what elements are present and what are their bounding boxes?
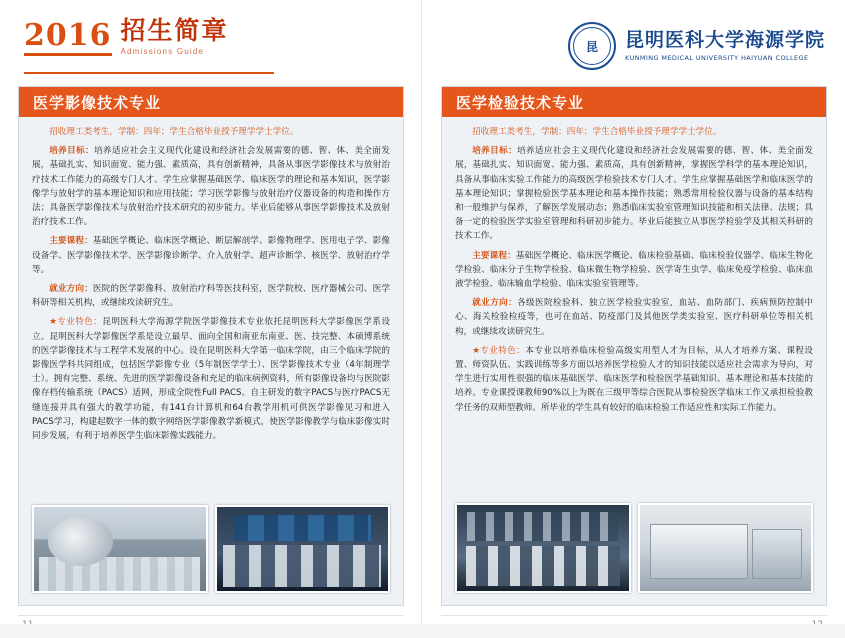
year-label: 2016 bbox=[24, 21, 112, 56]
enrollment-note: 招收理工类考生，学制：四年；学生合格毕业授予理学学士学位。 bbox=[49, 127, 299, 137]
major-title-bar bbox=[442, 87, 826, 117]
photo-row-left bbox=[32, 505, 390, 593]
course-paragraph bbox=[32, 234, 390, 277]
major-content bbox=[19, 117, 403, 443]
school-name-en: KUNMING MEDICAL UNIVERSITY HAIYUAN COLLEGE bbox=[624, 54, 809, 62]
brochure-header-left bbox=[24, 18, 264, 78]
feature-paragraph bbox=[32, 315, 390, 443]
feature-text: 本专业以培养临床检验高级实用型人才为目标，从人才培养方案、课程设置、师资队伍、实践训练等多方面以培养医学检验人才的知识技能以适应社会需求为导向，对学生进行实用性很强的临床基础医学、临床医学和检验医学基础知识、基本理论和基本技能的培养。专业课授课教师90%以上为既在三级甲等综合医院从事检验医学临床工作又承担检验教学任务的双师型教师。所毕业的学生具有较好的临床检验工作适应性和实际工作能力。 bbox=[455, 345, 813, 413]
brochure-title-en: Admissions Guide bbox=[120, 47, 205, 56]
microscope-lab-photo bbox=[455, 503, 631, 593]
goal-label: 培养目标： bbox=[472, 146, 518, 157]
course-text: 基础医学概论、临床医学概论、断层解剖学、影像物理学、医用电子学、影像设备学、医学影像技术学、医学影像诊断学、介入放射学、超声诊断学、核医学、放射治疗学等。 bbox=[32, 236, 390, 275]
course-label: 主要课程： bbox=[49, 236, 93, 247]
analyzer-instrument-photo bbox=[638, 503, 814, 593]
goal-label: 培养目标： bbox=[49, 146, 95, 157]
course-label: 主要课程： bbox=[472, 250, 516, 261]
major-content bbox=[442, 117, 826, 415]
major-panel-imaging bbox=[18, 86, 404, 606]
footer-rule-right bbox=[441, 615, 827, 616]
major-title-bar bbox=[19, 87, 403, 117]
ct-scanner-teaching-photo bbox=[32, 505, 208, 593]
header-rule bbox=[24, 72, 274, 74]
right-page bbox=[423, 0, 845, 638]
major-title-text: 医学影像技术专业 bbox=[33, 93, 162, 112]
goal-text: 培养适应社会主义现代化建设和经济社会发展需要的德、智、体、美全面发展，基础扎实、知识面宽、能力强、素质高，具有创新精神，掌握医学科学的基本理论知识，具备从事临床实验工作能力的高级医学检验技术专门人才。学生应掌握基础医学和临床医学的基本理论知识；掌握检验医学基本理论和基本操作技能；熟悉常用检验仪器与设备的基本结构和一般维护与保养，了解医学发展动态；熟悉临床实验室管理知识技能和相关法律、法规；具备一定的检验医学实验室管理和科研初步能力。毕业后能独立从事医学检验学及其相关科研的技术工作。 bbox=[455, 146, 813, 242]
employment-text: 医院的医学影像科、放射治疗科等医技科室，医学院校、医疗器械公司、医学科研等相关机构，或继续攻读研究生。 bbox=[32, 284, 390, 309]
employment-paragraph bbox=[455, 296, 813, 339]
course-text: 基础医学概论、临床医学概论、临床检验基础、临床检验仪器学、临床生物化学检验、临床分子生物学检验、临床微生物学检验、医学寄生虫学、临床免疫学检验、临床血液学检验、临床输血学检验、临床实验室管理等。 bbox=[455, 250, 813, 290]
pacs-reading-room-photo bbox=[215, 505, 391, 593]
brochure-title-cn: 招生简章 bbox=[120, 16, 229, 45]
photo-row-right bbox=[455, 503, 813, 593]
feature-paragraph bbox=[455, 344, 813, 415]
logo-glyph: 昆 bbox=[585, 39, 598, 54]
left-page bbox=[0, 0, 422, 638]
feature-label: ★专业特色： bbox=[49, 317, 103, 328]
employment-paragraph bbox=[32, 282, 390, 310]
brochure-header-right bbox=[568, 22, 825, 70]
employment-text: 各级医院检验科、独立医学检验实验室，血站、血防部门、疾病预防控制中心、海关检验检疫等，也可在血站、防疫部门及其他医学类实验室、医疗科研单位等相关机构，或继续攻读研究生。 bbox=[455, 298, 813, 337]
school-name-cn: 昆明医科大学海源学院 bbox=[624, 29, 825, 51]
major-panel-lab-medicine bbox=[441, 86, 827, 606]
feature-text: 昆明医科大学海源学院医学影像技术专业依托昆明医科大学影像医学系设立。昆明医科大学影像医学系是设立最早、面向全国和南亚东南亚、医、技完整、本硕博系统的医学影像技术与工程学术发展的中心。设在昆明医科大学第一临床学院，由三个临床学院的影像医学科共同组成，包括医学影像专业（5年制医学学士）、医学影像技术专业（4年制理学士）。拥有完整、系统、先进的医学影像设备和充足的临床病例资料，所有影像设备均与医院影像存档传输系统（PACS）适网，形成全院性Full PACS。自主研发的数字PACS与医疗PACS无缝连接并具有强大的教学功能，有141台计算机和64台教学用机可供医学影像见习和进入PACS学习，构建起数字一体的数字网络医学影像教学新模式，使医学影像教学与临床影像实时同步发展，有利于培养医学生临床影像实践能力。 bbox=[32, 317, 390, 442]
goal-paragraph bbox=[455, 144, 813, 243]
university-logo-icon bbox=[568, 22, 616, 70]
employment-label: 就业方向： bbox=[472, 298, 518, 309]
feature-label: ★专业特色： bbox=[472, 345, 526, 356]
goal-paragraph bbox=[32, 144, 390, 229]
employment-label: 就业方向： bbox=[49, 284, 93, 295]
major-title-text: 医学检验技术专业 bbox=[456, 93, 585, 112]
enrollment-note: 招收理工类考生，学制：四年；学生合格毕业授予理学学士学位。 bbox=[472, 127, 722, 137]
course-paragraph bbox=[455, 249, 813, 292]
footer-rule-left bbox=[18, 615, 404, 616]
goal-text: 培养适应社会主义现代化建设和经济社会发展需要的德、智、体、美全面发展，基础扎实、知识面宽、能力强、素质高，具有创新精神，具备从事医学影像技术与放射治疗技术工作能力的高级专门人才。学生应掌握基础医学、临床医学的理论和基本知识，医学影像学与放射学的基本理论知识和应用技能；学习医学影像与放射治疗仪器设备的构造和操作方法；具备医学影像技术与放射治疗技术研究的初步能力。毕业后能够从事医学影像技术及放射治疗技术工作。 bbox=[32, 146, 390, 228]
bottom-strip bbox=[0, 624, 845, 638]
